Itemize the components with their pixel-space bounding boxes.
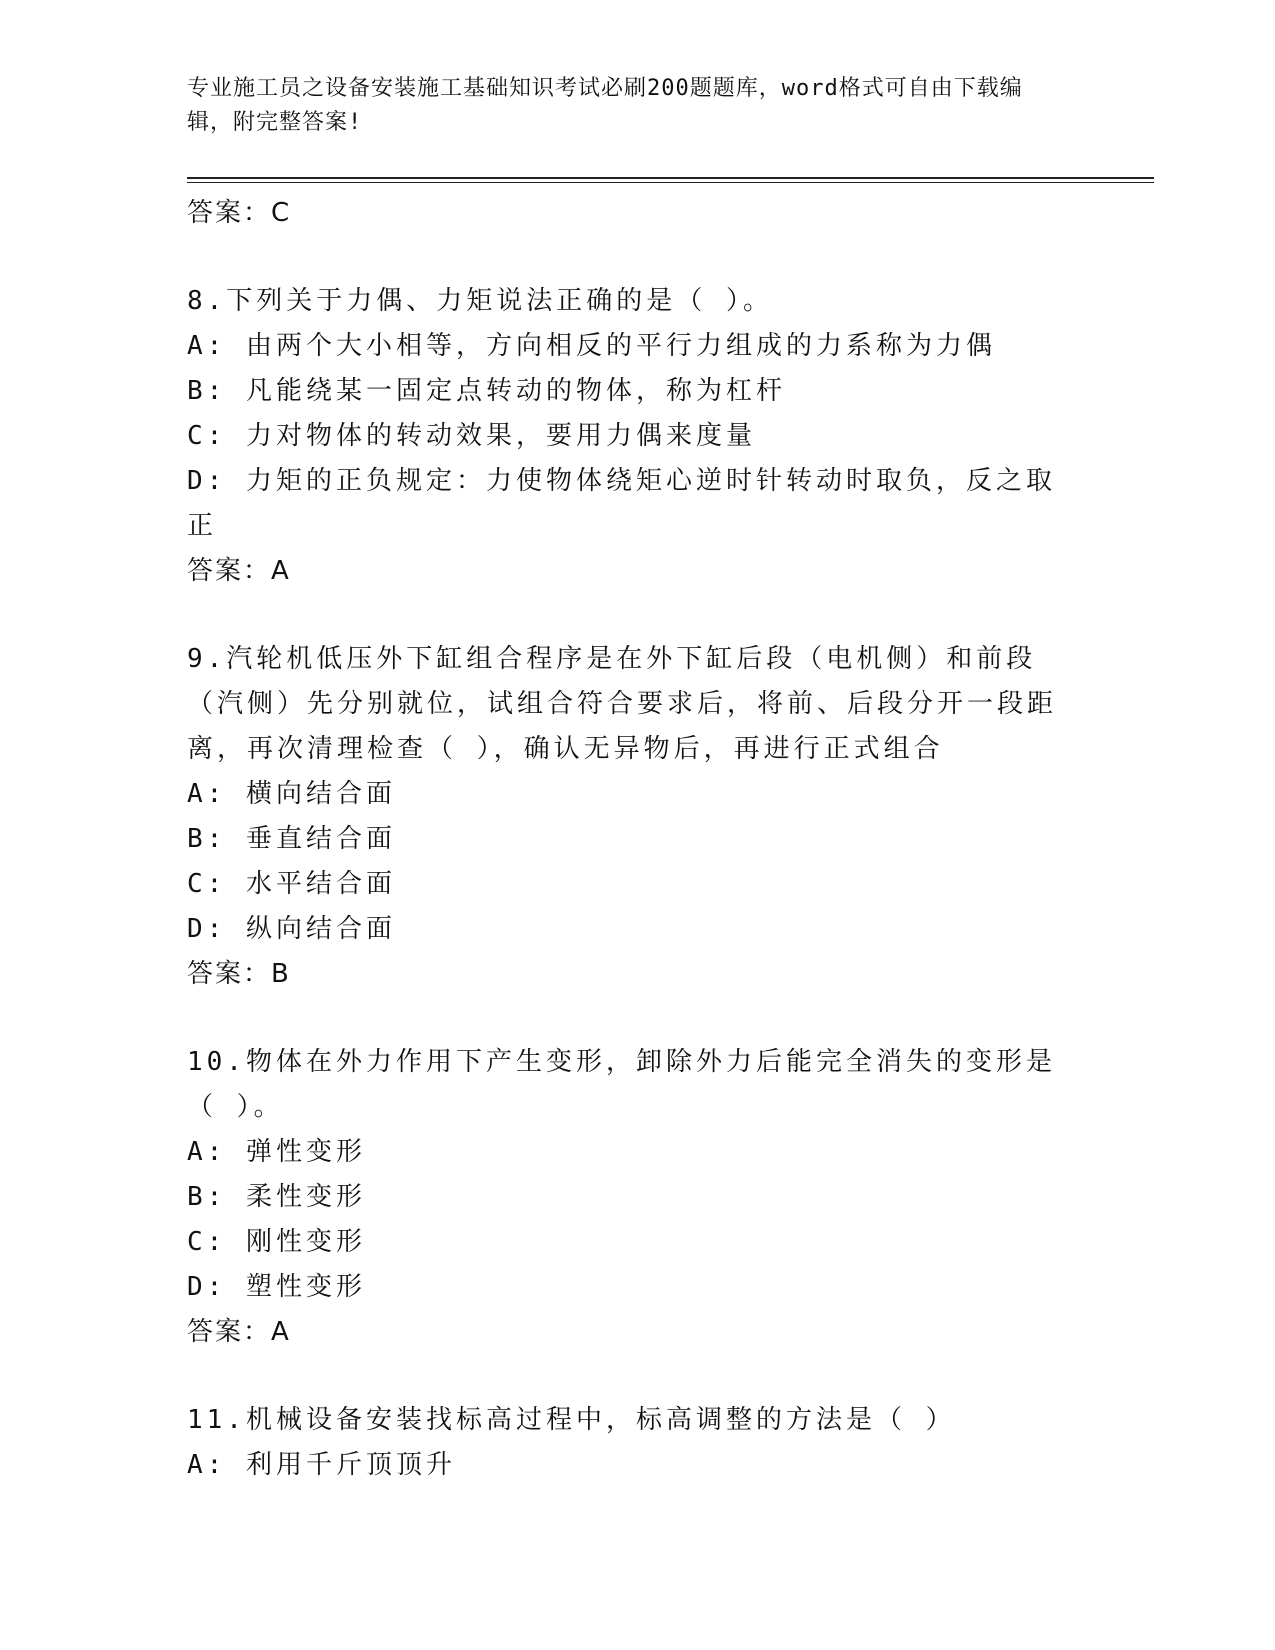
answer-line: 答案：A [187,1317,291,1347]
answer-line: 答案：A [187,556,291,586]
question-8 [187,279,1057,593]
document-title: 专业施工员之设备安装施工基础知识考试必刷200题题库，word格式可自由下载编辑，附完整答案! [187,76,1023,135]
option-a: A: 横向结合面 [187,779,396,809]
option-list [187,324,1057,549]
option-a: A: 弹性变形 [187,1137,366,1167]
option-list [187,1443,1057,1488]
question-stem: 11.机械设备安装找标高过程中，标高调整的方法是（ ） [187,1405,956,1435]
document-header [187,72,1087,140]
question-stem: 8.下列关于力偶、力矩说法正确的是（ ）。 [187,286,773,316]
option-d: D: 塑性变形 [187,1272,366,1302]
option-c: C: 水平结合面 [187,869,396,899]
option-c: C: 力对物体的转动效果，要用力偶来度量 [187,421,756,451]
option-b: B: 垂直结合面 [187,824,396,854]
header-divider [187,177,1154,186]
option-a: A: 由两个大小相等，方向相反的平行力组成的力系称为力偶 [187,331,996,361]
answer-line: 答案：C [187,198,292,228]
answer-line: 答案：B [187,959,291,989]
option-d: D: 力矩的正负规定：力使物体绕矩心逆时针转动时取负，反之取正 [187,466,1056,541]
option-list [187,772,1057,952]
option-c: C: 刚性变形 [187,1227,366,1257]
question-stem: 10.物体在外力作用下产生变形，卸除外力后能完全消失的变形是（ ）。 [187,1047,1056,1122]
question-stem: 9.汽轮机低压外下缸组合程序是在外下缸后段（电机侧）和前段（汽侧）先分别就位，试组合符合要求后，将前、后段分开一段距离，再次清理检查（ ），确认无异物后，再进行正式组合 [187,644,1058,764]
option-d: D: 纵向结合面 [187,914,396,944]
question-11 [187,1398,1057,1488]
question-9 [187,637,1057,996]
option-a: A: 利用千斤顶顶升 [187,1450,456,1480]
option-b: B: 柔性变形 [187,1182,366,1212]
option-list [187,1130,1057,1310]
question-10 [187,1040,1057,1354]
option-b: B: 凡能绕某一固定点转动的物体，称为杠杆 [187,376,786,406]
question-list [187,191,1057,1488]
